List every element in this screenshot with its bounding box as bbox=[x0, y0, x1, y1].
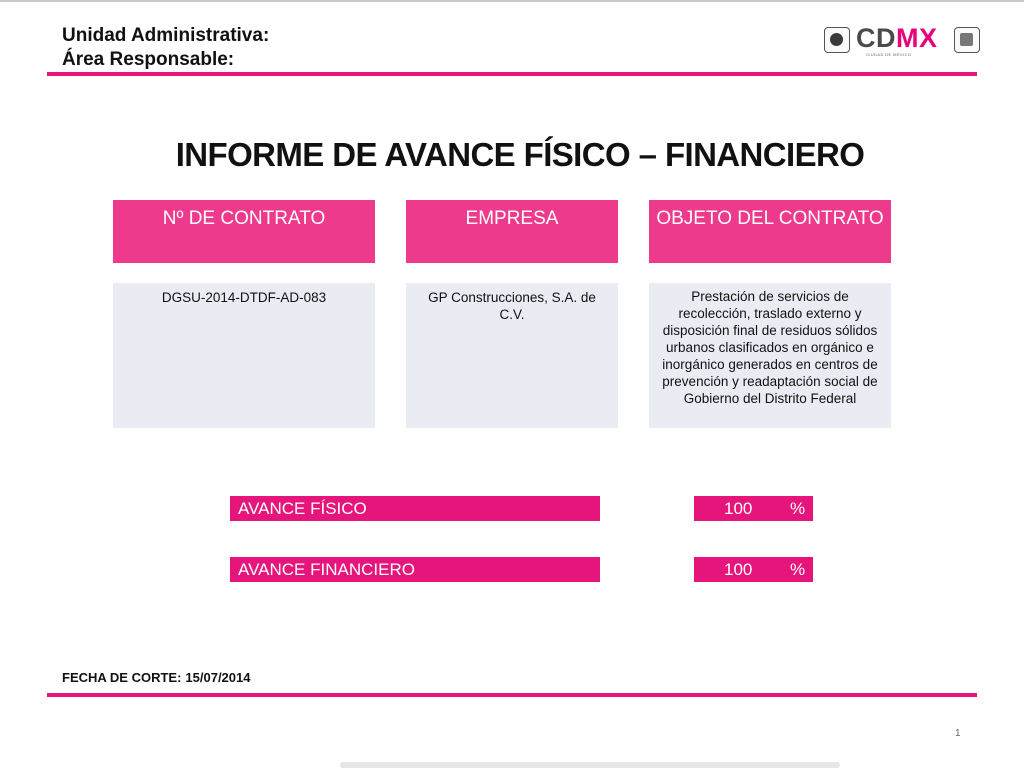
financial-progress-number: 100 bbox=[724, 560, 753, 579]
cdmx-logo: CDMX bbox=[856, 23, 938, 53]
company-value: GP Construcciones, S.A. de C.V. bbox=[406, 283, 618, 428]
contract-number-header: Nº DE CONTRATO bbox=[113, 200, 375, 263]
header-labels bbox=[62, 24, 269, 72]
top-border bbox=[0, 0, 1024, 2]
financial-progress-value bbox=[694, 557, 813, 582]
footer-divider bbox=[47, 693, 977, 697]
department-seal-icon bbox=[954, 27, 980, 53]
financial-progress-label: AVANCE FINANCIERO bbox=[230, 557, 600, 582]
unidad-administrativa-label: Unidad Administrativa: bbox=[62, 25, 270, 46]
contract-object-header: OBJETO DEL CONTRATO bbox=[649, 200, 891, 263]
contract-object-value: Prestación de servicios de recolección, traslado externo y disposición final de residuos sólidos urbanos clasificados en orgánico e inorgánico generados en centros de prevención y readaptación social de Gobierno del Distrito Federal bbox=[649, 283, 891, 428]
cutoff-date-label: FECHA DE CORTE: bbox=[62, 670, 182, 685]
report-title: INFORME DE AVANCE FÍSICO – FINANCIERO bbox=[175, 136, 865, 173]
physical-progress-unit: % bbox=[790, 499, 806, 518]
physical-progress-label: AVANCE FÍSICO bbox=[230, 496, 600, 521]
cutoff-date bbox=[62, 670, 250, 685]
government-seal-icon bbox=[824, 27, 850, 53]
cdmx-logo-group bbox=[822, 24, 982, 58]
physical-progress-number: 100 bbox=[724, 499, 753, 518]
physical-progress-value bbox=[694, 496, 813, 521]
cutoff-date-value: 15/07/2014 bbox=[185, 670, 251, 685]
financial-progress-unit: % bbox=[790, 560, 806, 579]
header-divider bbox=[47, 72, 977, 76]
contract-number-value: DGSU-2014-DTDF-AD-083 bbox=[113, 283, 375, 428]
slide-shadow bbox=[340, 762, 840, 768]
area-responsable-label: Área Responsable: bbox=[62, 49, 235, 70]
company-header: EMPRESA bbox=[406, 200, 618, 263]
cdmx-logo-tagline: CIUDAD DE MÉXICO bbox=[866, 52, 912, 57]
page-number: 1 bbox=[955, 728, 961, 739]
